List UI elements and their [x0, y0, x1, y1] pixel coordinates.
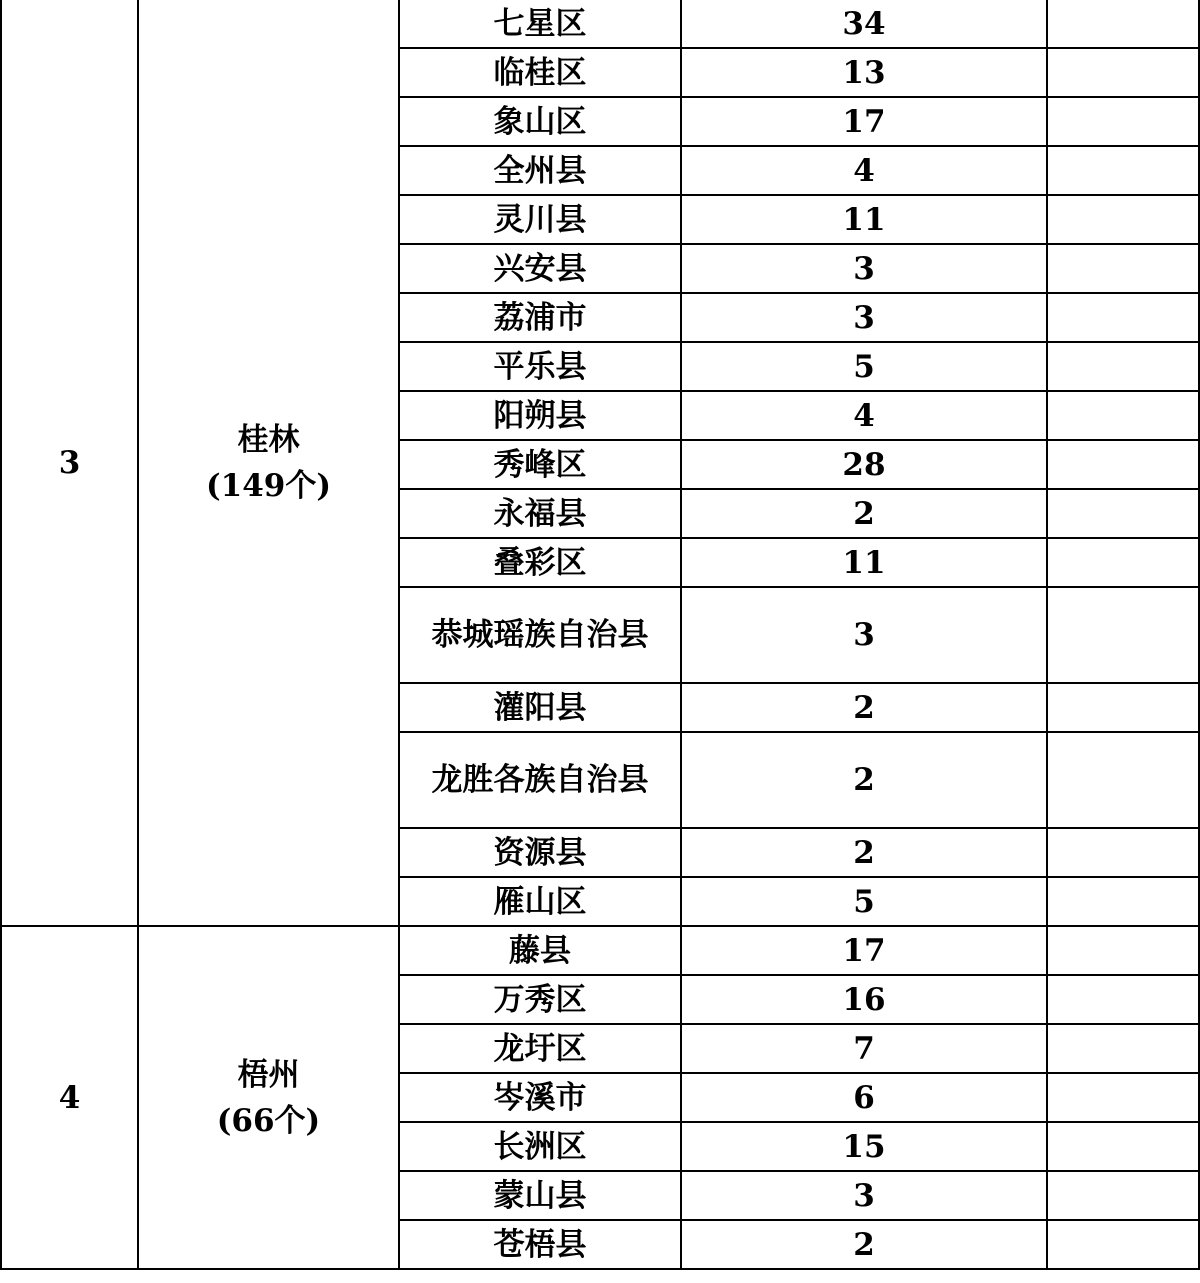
note-cell	[1047, 828, 1199, 877]
note-cell	[1047, 1122, 1199, 1171]
note-cell	[1047, 293, 1199, 342]
district-name: 秀峰区	[493, 446, 587, 483]
city-cell	[138, 0, 399, 926]
count-cell: 13	[681, 48, 1047, 97]
district-cell	[399, 1220, 681, 1269]
city-count: (66个)	[216, 1102, 321, 1139]
note-cell	[1047, 538, 1199, 587]
district-cell	[399, 342, 681, 391]
note-cell	[1047, 1024, 1199, 1073]
note-cell	[1047, 440, 1199, 489]
count-cell: 5	[681, 877, 1047, 926]
district-name: 恭城瑶族自治县	[431, 617, 649, 653]
note-cell	[1047, 48, 1199, 97]
note-cell	[1047, 489, 1199, 538]
district-cell	[399, 195, 681, 244]
group-index-cell: 3	[1, 0, 138, 926]
district-name: 灵川县	[493, 201, 587, 238]
count-cell: 17	[681, 97, 1047, 146]
note-cell	[1047, 683, 1199, 732]
district-cell	[399, 293, 681, 342]
count-cell: 2	[681, 828, 1047, 877]
district-name: 万秀区	[493, 981, 587, 1018]
note-cell	[1047, 1220, 1199, 1269]
district-cell	[399, 975, 681, 1024]
district-name: 龙圩区	[493, 1030, 587, 1067]
district-name: 平乐县	[493, 348, 587, 385]
count-cell: 5	[681, 342, 1047, 391]
count-cell: 11	[681, 538, 1047, 587]
district-cell	[399, 828, 681, 877]
district-name: 象山区	[493, 103, 587, 140]
city-cell	[138, 926, 399, 1269]
district-cell	[399, 1171, 681, 1220]
district-name: 永福县	[493, 495, 587, 532]
district-cell	[399, 926, 681, 975]
table-row	[1, 926, 1199, 975]
note-cell	[1047, 97, 1199, 146]
district-name: 全州县	[493, 152, 587, 189]
district-name: 藤县	[509, 932, 571, 969]
count-cell: 6	[681, 1073, 1047, 1122]
district-name: 龙胜各族自治县	[431, 762, 649, 798]
district-name: 资源县	[493, 834, 587, 871]
count-cell: 3	[681, 1171, 1047, 1220]
count-cell: 11	[681, 195, 1047, 244]
district-name: 阳朔县	[493, 397, 587, 434]
district-name: 七星区	[493, 5, 587, 42]
district-name: 临桂区	[493, 54, 587, 91]
district-cell	[399, 1024, 681, 1073]
district-cell	[399, 1122, 681, 1171]
note-cell	[1047, 975, 1199, 1024]
city-count: (149个)	[205, 467, 332, 504]
district-cell	[399, 489, 681, 538]
district-name: 荔浦市	[493, 299, 587, 336]
count-cell: 2	[681, 683, 1047, 732]
city-name: 桂林	[237, 421, 300, 458]
count-cell: 2	[681, 732, 1047, 828]
district-name: 长洲区	[493, 1128, 587, 1165]
district-cell	[399, 146, 681, 195]
count-cell: 3	[681, 587, 1047, 683]
district-cell	[399, 732, 681, 828]
district-name: 叠彩区	[493, 544, 587, 581]
district-cell	[399, 683, 681, 732]
count-cell: 2	[681, 1220, 1047, 1269]
city-name: 梧州	[237, 1056, 300, 1093]
district-cell	[399, 440, 681, 489]
district-name: 雁山区	[493, 883, 587, 920]
note-cell	[1047, 1073, 1199, 1122]
note-cell	[1047, 244, 1199, 293]
note-cell	[1047, 195, 1199, 244]
district-cell	[399, 244, 681, 293]
district-name: 兴安县	[493, 250, 587, 287]
district-name: 灌阳县	[493, 689, 587, 726]
note-cell	[1047, 146, 1199, 195]
district-cell	[399, 587, 681, 683]
count-cell: 7	[681, 1024, 1047, 1073]
district-cell	[399, 97, 681, 146]
district-cell	[399, 538, 681, 587]
district-cell	[399, 0, 681, 48]
note-cell	[1047, 926, 1199, 975]
district-name: 蒙山县	[493, 1177, 587, 1214]
note-cell	[1047, 587, 1199, 683]
district-cell	[399, 391, 681, 440]
district-cell	[399, 48, 681, 97]
note-cell	[1047, 391, 1199, 440]
count-cell: 15	[681, 1122, 1047, 1171]
note-cell	[1047, 0, 1199, 48]
district-name: 岑溪市	[493, 1079, 587, 1116]
count-cell: 3	[681, 293, 1047, 342]
note-cell	[1047, 342, 1199, 391]
count-cell: 16	[681, 975, 1047, 1024]
count-cell: 3	[681, 244, 1047, 293]
district-cell	[399, 877, 681, 926]
note-cell	[1047, 1171, 1199, 1220]
count-cell: 2	[681, 489, 1047, 538]
table-body	[1, 0, 1199, 1269]
district-cell	[399, 1073, 681, 1122]
note-cell	[1047, 877, 1199, 926]
count-cell: 4	[681, 146, 1047, 195]
note-cell	[1047, 732, 1199, 828]
table-row	[1, 0, 1199, 48]
group-index-cell: 4	[1, 926, 138, 1269]
count-cell: 34	[681, 0, 1047, 48]
district-name: 苍梧县	[493, 1226, 587, 1263]
count-cell: 17	[681, 926, 1047, 975]
count-cell: 28	[681, 440, 1047, 489]
count-cell: 4	[681, 391, 1047, 440]
